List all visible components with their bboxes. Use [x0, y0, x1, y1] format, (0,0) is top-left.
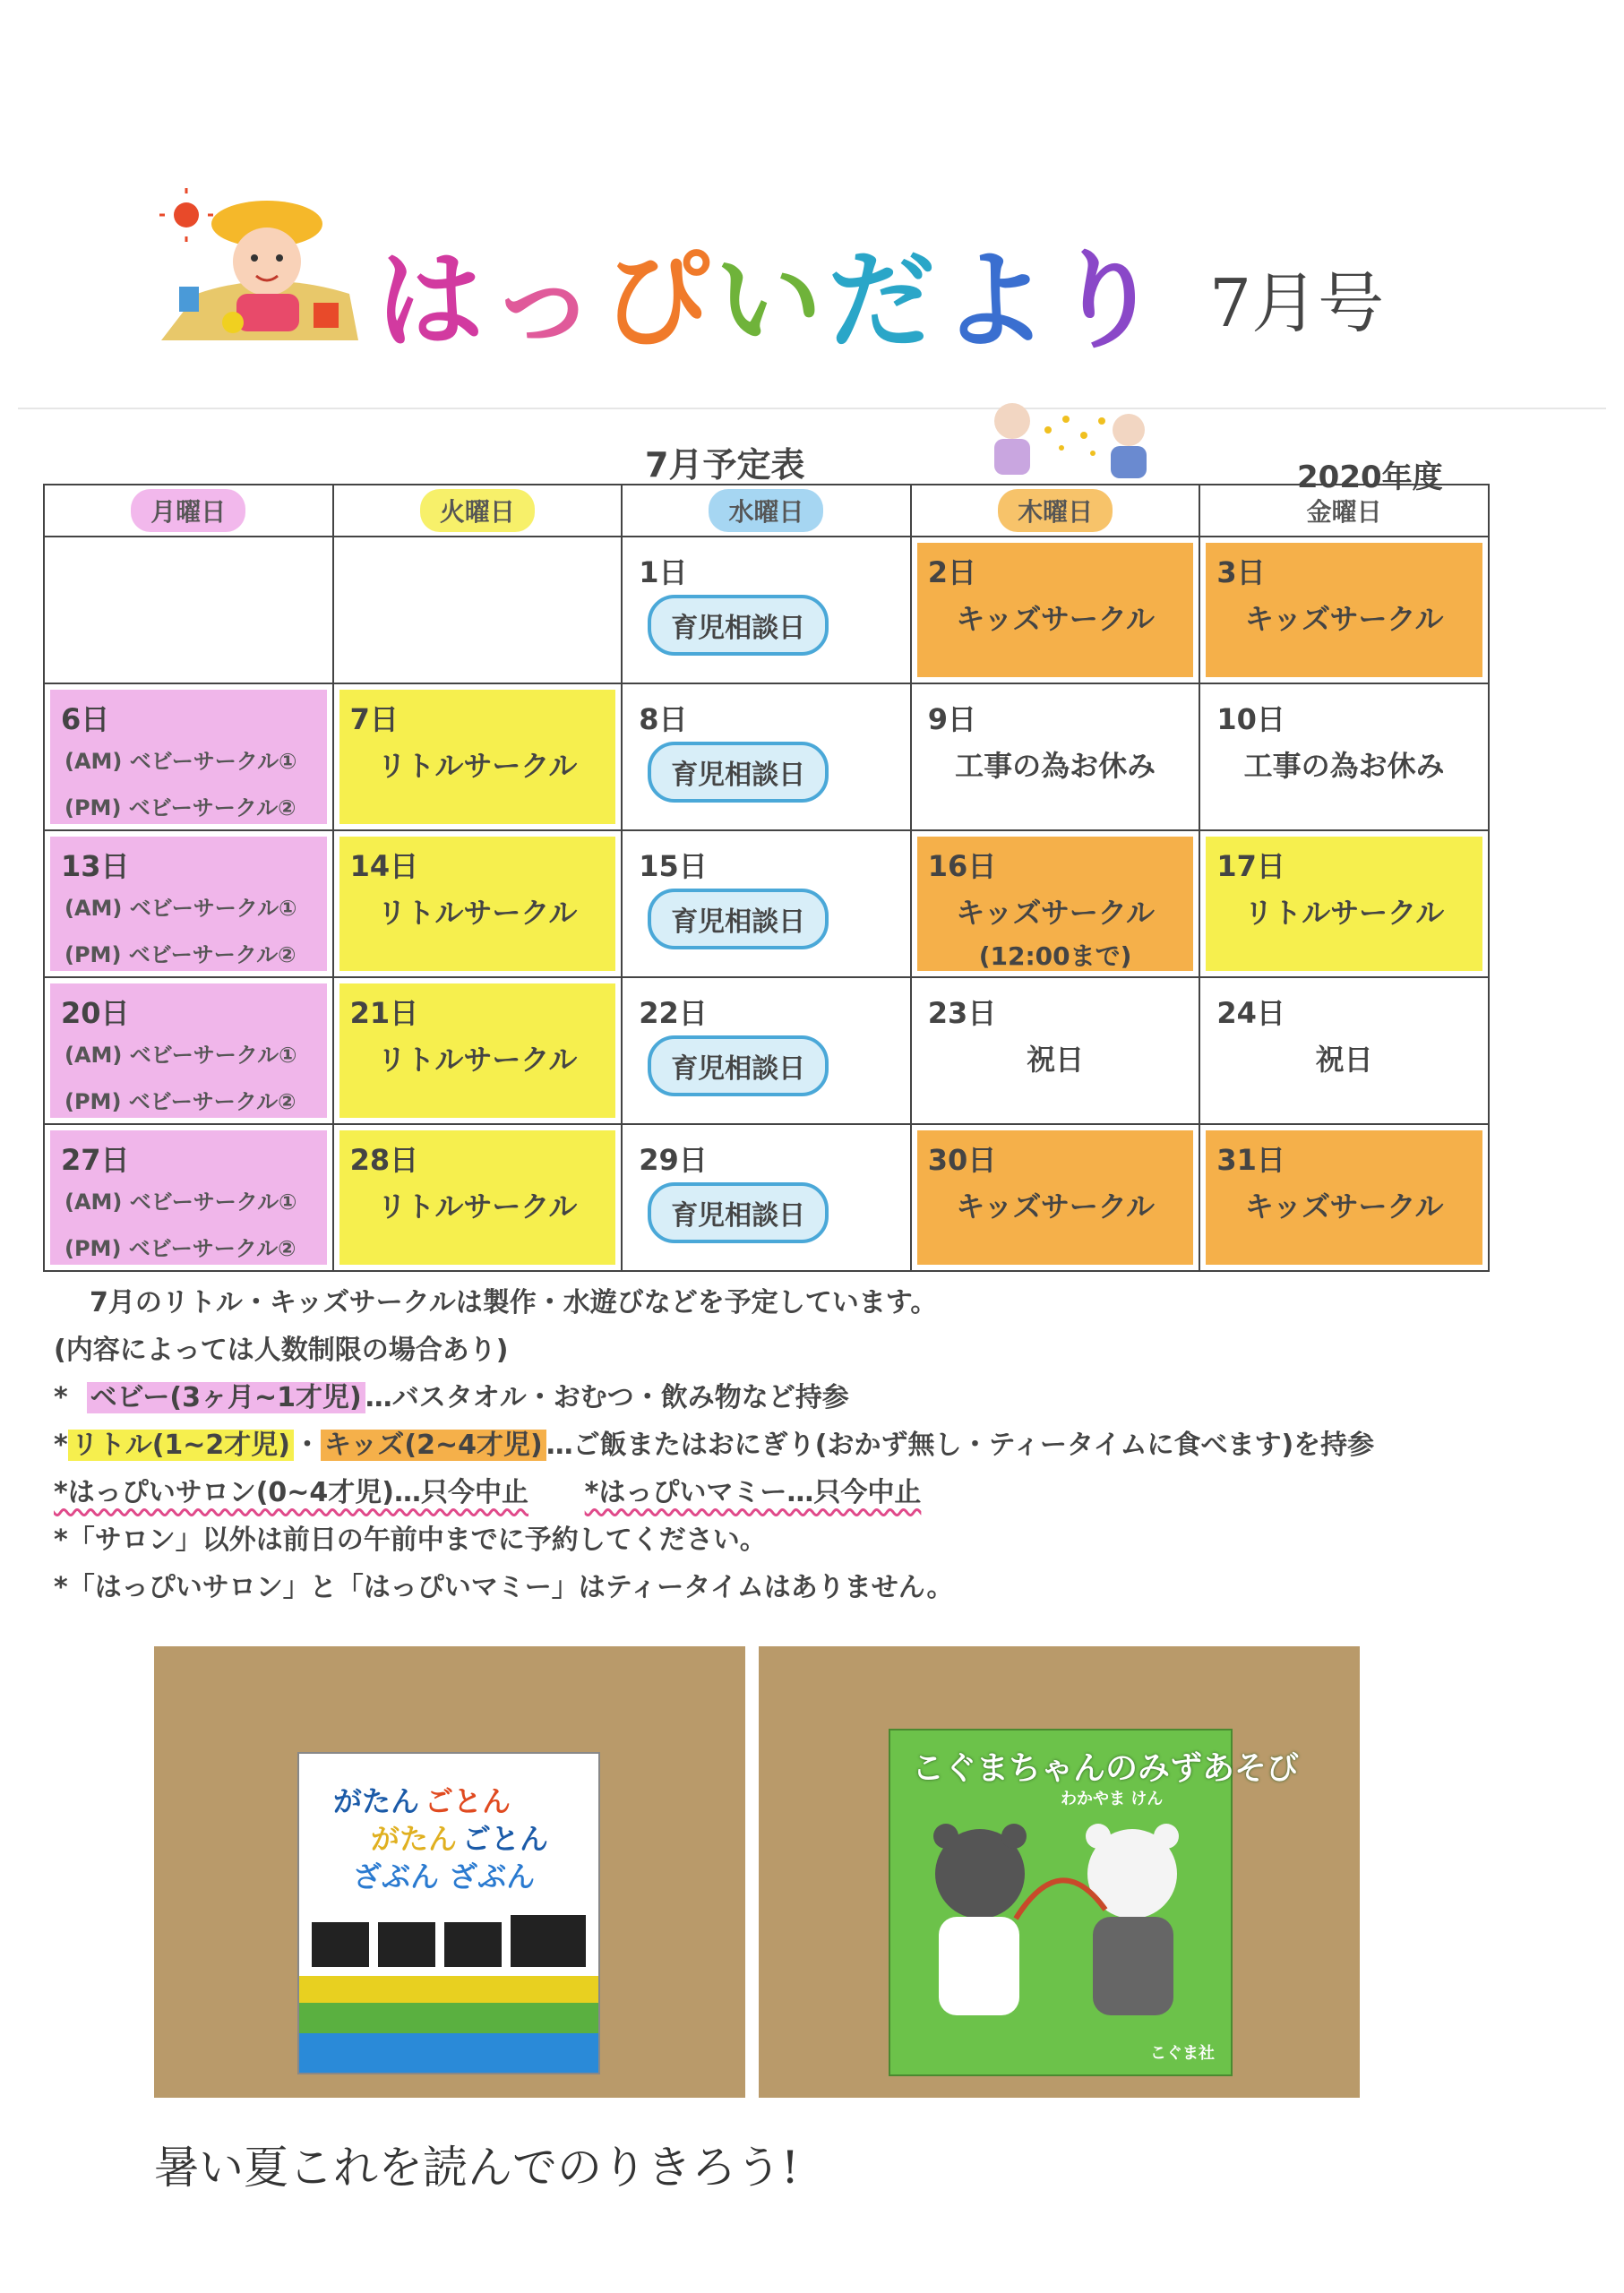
day-cell: [1199, 683, 1489, 830]
week-row: [44, 977, 1489, 1124]
day-cell: [622, 977, 911, 1124]
weekday-header: [1199, 485, 1489, 537]
baby-circle-am: (AM) ベビーサークル①: [64, 1043, 297, 1068]
title-char: ぴ: [602, 239, 715, 364]
day-cell: [333, 1124, 623, 1271]
day-date: 7日: [349, 702, 399, 736]
note-line: 7月のリトル・キッズサークルは製作・水遊びなどを予定しています。: [90, 1287, 938, 1318]
day-date: 3日: [1216, 555, 1266, 589]
day-event: 工事の為お休み: [1243, 749, 1445, 783]
note-text: …バスタオル・おむつ・飲み物など持参: [365, 1382, 849, 1413]
consultation-day: 育児相談日: [648, 889, 829, 949]
weekday-header: [622, 485, 911, 537]
week-row: [44, 830, 1489, 977]
baby-circle-am: (AM) ベビーサークル①: [64, 1189, 297, 1215]
day-cell: [333, 830, 623, 977]
day-date: 30日: [927, 1143, 997, 1177]
day-event: リトルサークル: [377, 896, 578, 930]
note-line: [54, 1374, 1577, 1421]
day-cell: [1199, 537, 1489, 683]
week-row: [44, 1124, 1489, 1271]
weekday-label: 金曜日: [1306, 497, 1382, 527]
day-event: 工事の為お休み: [955, 749, 1156, 783]
note-line: *「はっぴいサロン」と「はっぴいマミー」はティータイムはありません。: [54, 1572, 954, 1603]
schedule-title: 7月予定表: [645, 445, 805, 485]
newsletter-title: [376, 215, 1166, 369]
day-date: 1日: [639, 555, 688, 589]
book-title-text: こぐまちゃんのみずあそび: [912, 1750, 1300, 1787]
day-date: 24日: [1216, 996, 1285, 1030]
picture-book-cover: [297, 1752, 600, 2074]
consultation-day: 育児相談日: [648, 1035, 829, 1096]
day-cell: [44, 1124, 333, 1271]
week-row: [44, 683, 1489, 830]
book-author: わかやま けん: [1061, 1790, 1164, 1808]
day-cell: [333, 683, 623, 830]
title-char: だ: [828, 239, 941, 364]
day-event: 祝日: [1315, 1043, 1373, 1077]
baby-circle-pm: (PM) ベビーサークル②: [64, 1089, 296, 1114]
week-row: [44, 537, 1489, 683]
weekday-header: [911, 485, 1200, 537]
day-event: キッズサークル: [1244, 1189, 1444, 1224]
consultation-day: 育児相談日: [648, 1182, 829, 1243]
mommy-suspended: *はっぴいマミー…只今中止: [584, 1477, 922, 1508]
day-cell: [44, 830, 333, 977]
day-cell: [1199, 1124, 1489, 1271]
weekday-header-row: [44, 485, 1489, 537]
day-cell: [333, 977, 623, 1124]
day-event: リトルサークル: [377, 1189, 578, 1224]
day-cell: [622, 537, 911, 683]
fiscal-year: 2020年度: [1297, 459, 1443, 495]
title-char: い: [715, 239, 828, 364]
kids-age-label: キッズ(2~4才児): [321, 1430, 546, 1461]
day-date: 16日: [927, 849, 997, 883]
note-text: ・: [294, 1430, 322, 1461]
day-event: キッズサークル: [1244, 602, 1444, 636]
day-event: キッズサークル: [956, 1189, 1155, 1224]
book-title-text: ごとん: [425, 1784, 511, 1818]
little-age-label: リトル(1~2才児): [68, 1430, 294, 1461]
header: [161, 188, 1460, 364]
weekday-header: [44, 485, 333, 537]
book-title-text: がたん: [333, 1784, 420, 1818]
title-char: は: [376, 239, 489, 364]
weekday-label: 月曜日: [131, 489, 245, 532]
title-char: っ: [489, 239, 602, 364]
day-event: キッズサークル: [956, 602, 1155, 636]
book-title-text: がたん: [371, 1822, 458, 1856]
day-date: 10日: [1216, 702, 1285, 736]
day-date: 21日: [349, 996, 419, 1030]
day-event-note: (12:00まで): [978, 941, 1132, 971]
title-char: り: [1053, 239, 1166, 364]
note-line: [54, 1421, 1577, 1469]
baby-circle-am: (AM) ベビーサークル①: [64, 896, 297, 921]
weekday-label: 火曜日: [420, 489, 535, 532]
title-char: よ: [941, 239, 1053, 364]
day-date: 2日: [927, 555, 977, 589]
consultation-day: 育児相談日: [648, 742, 829, 803]
train-illustration: [299, 1915, 598, 2073]
baby-circle-pm: (PM) ベビーサークル②: [64, 1236, 296, 1261]
day-date: 27日: [61, 1143, 130, 1177]
day-cell: [1199, 830, 1489, 977]
day-cell: [911, 977, 1200, 1124]
day-date: 17日: [1216, 849, 1285, 883]
day-event: リトルサークル: [377, 749, 578, 783]
bear-cubs-illustration: [890, 1811, 1231, 2044]
weekday-header: [333, 485, 623, 537]
book-photos: [154, 1646, 1360, 2098]
book-publisher: こぐま社: [1150, 2044, 1215, 2063]
day-cell-empty: [44, 537, 333, 683]
day-date: 14日: [349, 849, 419, 883]
day-cell: [622, 1124, 911, 1271]
day-date: 6日: [61, 702, 110, 736]
day-date: 20日: [61, 996, 130, 1030]
salon-suspended: *はっぴいサロン(0~4才児)…只今中止: [54, 1477, 528, 1508]
note-line: (内容によっては人数制限の場合あり): [54, 1335, 509, 1366]
divider: [18, 408, 1606, 409]
baby-age-label: ベビー(3ヶ月~1才児): [87, 1382, 365, 1413]
day-cell: [911, 683, 1200, 830]
picture-book-cover: [889, 1729, 1300, 2076]
tanabata-illustration: [976, 394, 1156, 484]
day-date: 15日: [639, 849, 708, 883]
day-cell: [44, 977, 333, 1124]
day-cell: [622, 830, 911, 977]
day-date: 13日: [61, 849, 130, 883]
baby-circle-pm: (PM) ベビーサークル②: [64, 942, 296, 967]
day-date: 29日: [639, 1143, 708, 1177]
note-bullet: *: [54, 1430, 68, 1461]
day-cell: [911, 537, 1200, 683]
day-event: リトルサークル: [1244, 896, 1445, 930]
day-date: 9日: [927, 702, 977, 736]
day-cell: [44, 683, 333, 830]
day-date: 28日: [349, 1143, 419, 1177]
consultation-day: 育児相談日: [648, 595, 829, 656]
reading-caption: 暑い夏これを読んでのりきろう!: [154, 2142, 800, 2194]
baby-circle-am: (AM) ベビーサークル①: [64, 749, 297, 774]
book-title-text: ごとん: [462, 1822, 549, 1856]
note-text: …ご飯またはおにぎり(おかず無し・ティータイムに食べます)を持参: [546, 1430, 1375, 1461]
sun-girl-illustration: [161, 188, 367, 340]
day-cell-empty: [333, 537, 623, 683]
baby-circle-pm: (PM) ベビーサークル②: [64, 795, 296, 820]
book-title-text: ざぶん ざぶん: [353, 1859, 536, 1894]
day-event: キッズサークル: [956, 896, 1155, 930]
day-event: リトルサークル: [377, 1043, 578, 1077]
day-date: 31日: [1216, 1143, 1285, 1177]
issue-label: 7月号: [1209, 265, 1385, 342]
note-line: *「サロン」以外は前日の午前中までに予約してください。: [54, 1524, 767, 1556]
day-cell: [911, 1124, 1200, 1271]
day-date: 8日: [639, 702, 688, 736]
book-photo: [759, 1646, 1360, 2098]
day-date: 23日: [927, 996, 997, 1030]
day-event: 祝日: [1027, 1043, 1085, 1077]
weekday-label: 水曜日: [709, 489, 823, 532]
day-cell: [1199, 977, 1489, 1124]
note-bullet: *: [54, 1382, 68, 1413]
book-photo: [154, 1646, 745, 2098]
note-line: [54, 1469, 1577, 1516]
calendar-table: [43, 484, 1490, 1272]
weekday-label: 木曜日: [998, 489, 1113, 532]
notes-section: [54, 1279, 1577, 1611]
day-cell: [911, 830, 1200, 977]
day-cell: [622, 683, 911, 830]
day-date: 22日: [639, 996, 708, 1030]
